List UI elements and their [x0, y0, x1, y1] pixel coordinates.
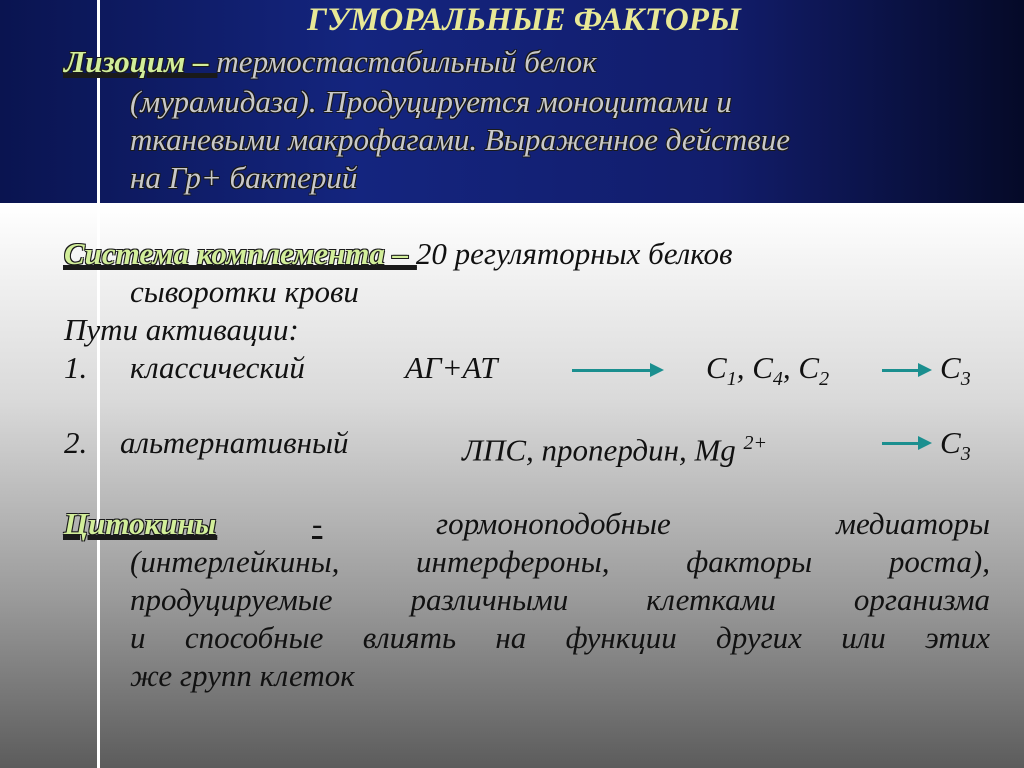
- lysozyme-line-1: [64, 44, 597, 80]
- c3-letter-2: С: [940, 425, 961, 460]
- path1-arrow-2: [882, 369, 920, 372]
- c3-sub-2: 3: [960, 443, 971, 466]
- slide-title: ГУМОРАЛЬНЫЕ ФАКТОРЫ: [307, 2, 741, 38]
- cytokines-text-3: продуцируемые различными клетками организма: [130, 582, 990, 617]
- c3-sub: 3: [960, 368, 971, 391]
- c4-letter: , С: [736, 350, 773, 385]
- lysozyme-term: Лизоцим –: [64, 44, 217, 79]
- c2-letter: , С: [782, 350, 820, 385]
- mg-charge: 2+: [743, 432, 768, 454]
- path2-result: [940, 425, 971, 472]
- c3-letter: С: [940, 350, 961, 385]
- lysozyme-text-2: (мурамидаза). Продуцируется моноцитами и: [130, 84, 732, 119]
- path1-result: [940, 350, 971, 397]
- cytokines-term: Цитокины: [64, 506, 217, 541]
- cytokines-text-5: же групп клеток: [130, 658, 355, 693]
- c1-sub: 1: [726, 368, 737, 391]
- path1-trigger: АГ+АТ: [405, 350, 498, 385]
- lysozyme-text-1: термостастабильный белок: [216, 44, 597, 79]
- c2-sub: 2: [819, 368, 830, 391]
- horizontal-divider: [0, 203, 1024, 206]
- path1-number: 1.: [64, 350, 88, 385]
- lysozyme-text-4: на Гр+ бактерий: [130, 160, 358, 195]
- path2-trigger-text: ЛПС, пропердин, Mg: [462, 432, 744, 468]
- complement-line-1: [64, 236, 733, 272]
- activation-paths-label: Пути активации:: [64, 312, 299, 347]
- c1-letter: С: [706, 350, 727, 385]
- cytokines-text-1: гормоноподобные медиаторы: [436, 506, 990, 541]
- path2-number: 2.: [64, 425, 88, 460]
- complement-term: Система комплемента –: [64, 236, 416, 271]
- path1-arrow-1: [572, 369, 652, 372]
- complement-text-2: сыворотки крови: [130, 274, 359, 309]
- complement-text-1: 20 регуляторных белков: [415, 236, 733, 271]
- path1-name: классический: [130, 350, 305, 385]
- path2-name: альтернативный: [120, 425, 349, 460]
- cytokines-dash: -: [312, 506, 323, 541]
- cytokines-text-4: и способные влиять на функции других или этих: [130, 620, 990, 655]
- lysozyme-text-3: тканевыми макрофагами. Выраженное действие: [130, 122, 790, 157]
- path2-arrow: [882, 442, 920, 445]
- c4-sub: 4: [772, 368, 783, 391]
- path1-components: [706, 350, 829, 397]
- cytokines-text-2: (интерлейкины, интерфероны, факторы роста),: [130, 544, 990, 579]
- vertical-divider: [97, 0, 100, 768]
- path2-trigger: [462, 425, 767, 468]
